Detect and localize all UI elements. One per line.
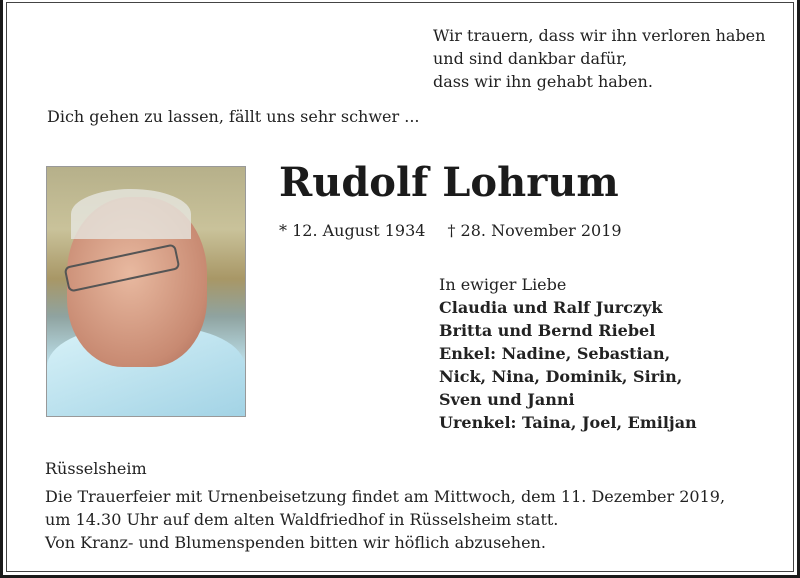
obituary-notice [3,0,797,575]
family-line: Urenkel: Taina, Joel, Emiljan [439,413,697,432]
family-line: Sven und Janni [439,390,575,409]
family-intro: In ewiger Liebe [439,275,567,294]
quote-line: und sind dankbar dafür, [433,49,628,68]
notice-line: Von Kranz- und Blumenspenden bitten wir höflich abzusehen. [45,533,546,552]
city: Rüsselsheim [45,459,147,478]
family-line: Enkel: Nadine, Sebastian, [439,344,671,363]
quote [433,24,765,93]
quote-line: dass wir ihn gehabt haben. [433,72,653,91]
portrait-photo [46,166,246,417]
family-line: Britta und Bernd Riebel [439,321,656,340]
family-line: Claudia und Ralf Jurczyk [439,298,663,317]
life-dates [279,219,644,242]
deceased-name: Rudolf Lohrum [279,159,619,206]
subtitle: Dich gehen zu lassen, fällt uns sehr schwer ... [47,107,420,126]
notice-line: um 14.30 Uhr auf dem alten Waldfriedhof in Rüsselsheim statt. [45,510,559,529]
funeral-notice [45,485,725,554]
notice-line: Die Trauerfeier mit Urnenbeisetzung findet am Mittwoch, dem 11. Dezember 2019, [45,487,726,506]
birth-date: * 12. August 1934 [279,221,426,240]
family-list [439,273,697,434]
death-date: † 28. November 2019 [447,221,622,240]
quote-line: Wir trauern, dass wir ihn verloren haben [433,26,766,45]
family-line: Nick, Nina, Dominik, Sirin, [439,367,683,386]
